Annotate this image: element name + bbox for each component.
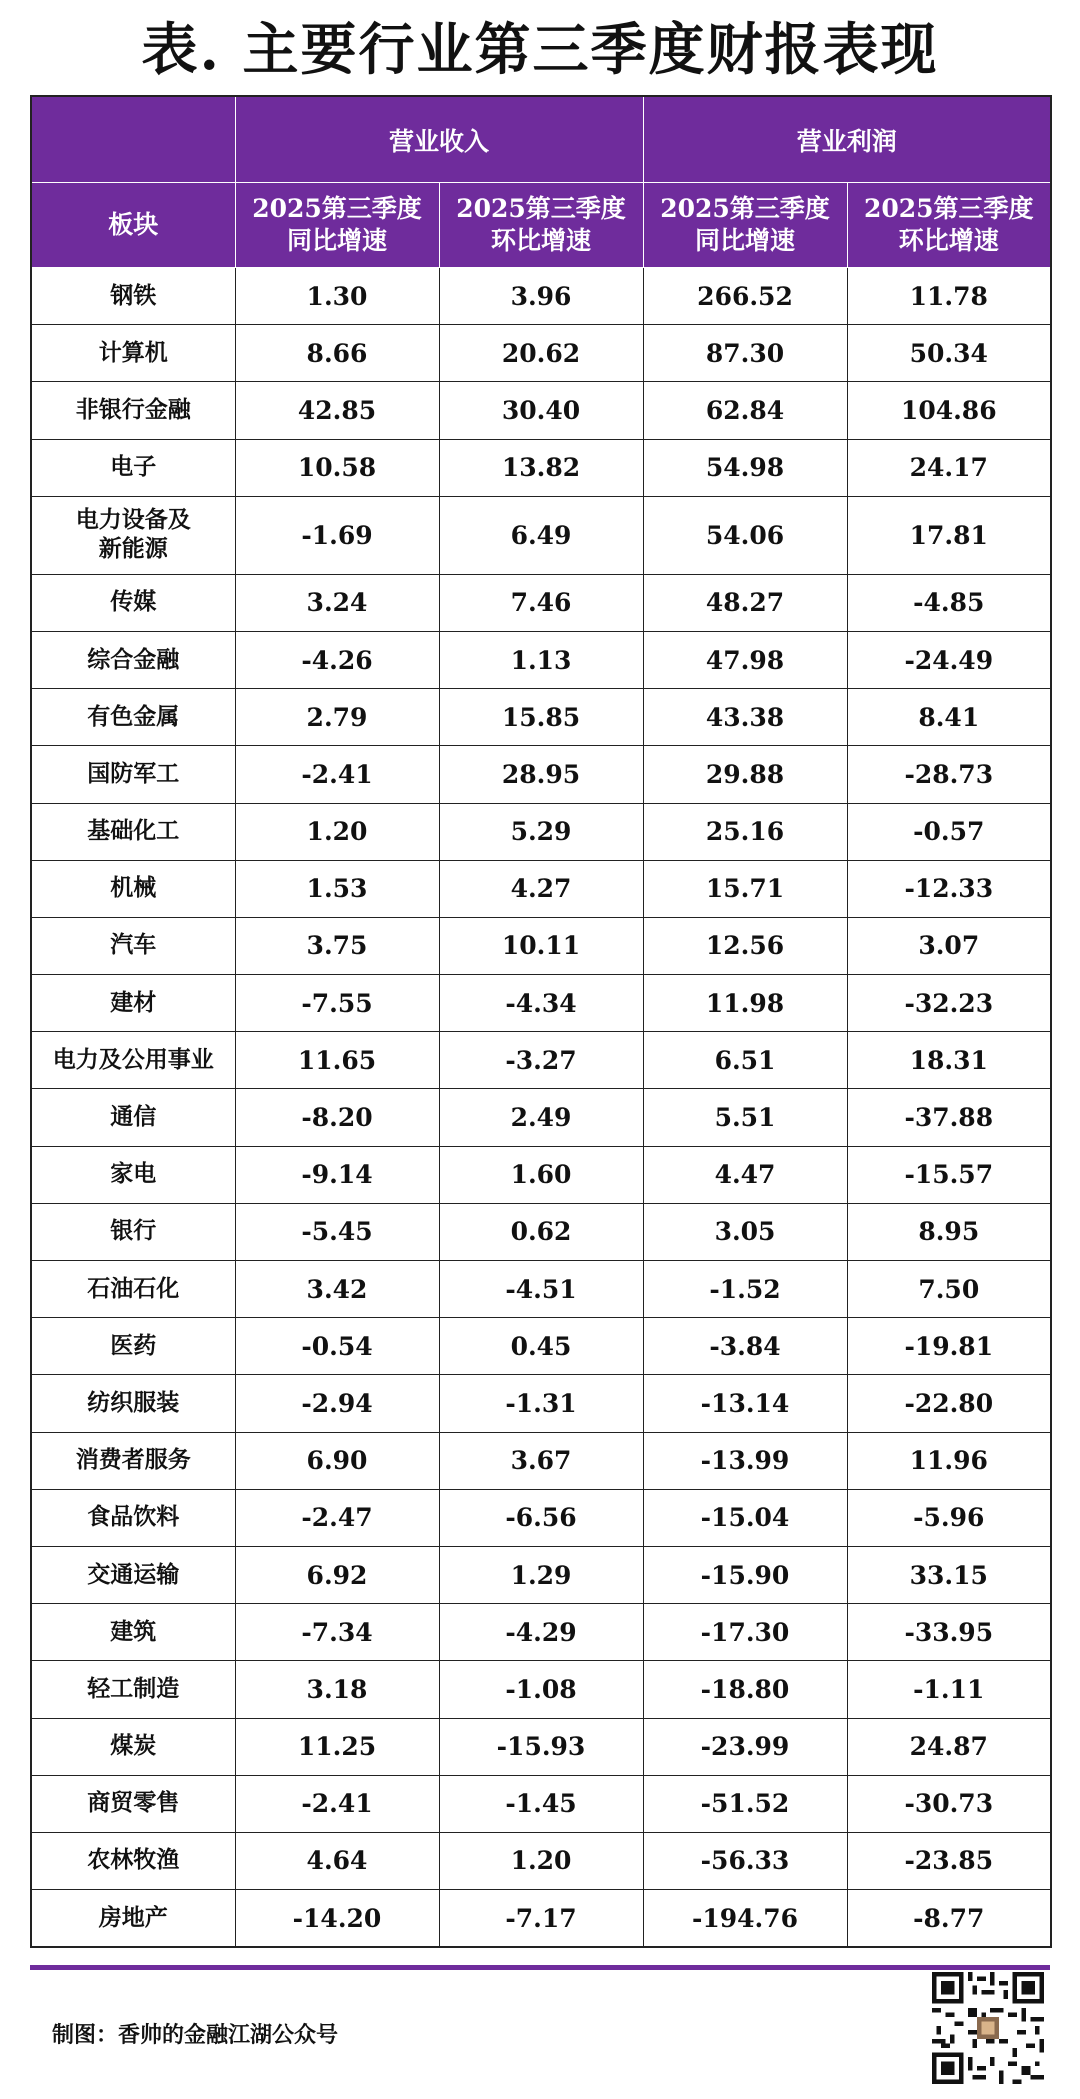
profit-yoy-cell: 43.38: [643, 689, 847, 746]
table-row: [31, 1489, 1051, 1546]
sector-name-cell: 综合金融: [31, 631, 235, 688]
sector-name-cell: 煤炭: [31, 1718, 235, 1775]
revenue-qoq-cell: -1.31: [439, 1375, 643, 1432]
table-row: [31, 268, 1051, 325]
sector-name-cell: 电力及公用事业: [31, 1032, 235, 1089]
revenue-qoq-cell: 0.45: [439, 1318, 643, 1375]
sector-name-cell: 银行: [31, 1203, 235, 1260]
revenue-yoy-cell: -8.20: [235, 1089, 439, 1146]
table-row: [31, 1089, 1051, 1146]
page-title: 表. 主要行业第三季度财报表现: [141, 17, 939, 83]
revenue-qoq-cell: 1.13: [439, 631, 643, 688]
revenue-qoq-cell: 6.49: [439, 496, 643, 574]
table-row: [31, 1203, 1051, 1260]
profit-yoy-cell: 29.88: [643, 746, 847, 803]
profit-qoq-cell: -12.33: [847, 860, 1051, 917]
profit-yoy-cell: 48.27: [643, 574, 847, 631]
profit-qoq-cell: 33.15: [847, 1546, 1051, 1603]
profit-yoy-cell: 5.51: [643, 1089, 847, 1146]
revenue-yoy-cell: -0.54: [235, 1318, 439, 1375]
chart-credit: 制图：香帅的金融江湖公众号: [52, 2023, 339, 2048]
sector-name-cell: 轻工制造: [31, 1661, 235, 1718]
profit-qoq-cell: 7.50: [847, 1261, 1051, 1318]
profit-qoq-cell: 18.31: [847, 1032, 1051, 1089]
table-row: [31, 496, 1051, 574]
sector-name-cell: 计算机: [31, 325, 235, 382]
profit-qoq-cell: -22.80: [847, 1375, 1051, 1432]
table-row: [31, 325, 1051, 382]
sector-name-cell: 房地产: [31, 1890, 235, 1948]
revenue-yoy-cell: -2.47: [235, 1489, 439, 1546]
revenue-qoq-cell: 30.40: [439, 382, 643, 439]
revenue-qoq-cell: 10.11: [439, 917, 643, 974]
table-row: [31, 917, 1051, 974]
profit-yoy-cell: -13.14: [643, 1375, 847, 1432]
sector-name-cell: 机械: [31, 860, 235, 917]
profit-yoy-cell: -3.84: [643, 1318, 847, 1375]
revenue-yoy-cell: 2.79: [235, 689, 439, 746]
table-row: [31, 1318, 1051, 1375]
revenue-yoy-cell: 3.75: [235, 917, 439, 974]
profit-yoy-cell: -194.76: [643, 1890, 847, 1948]
table-row: [31, 746, 1051, 803]
revenue-yoy-cell: -9.14: [235, 1146, 439, 1203]
header-profit-qoq: 2025第三季度 环比增速: [847, 183, 1051, 268]
profit-yoy-cell: 25.16: [643, 803, 847, 860]
revenue-yoy-cell: 1.30: [235, 268, 439, 325]
table-row: [31, 975, 1051, 1032]
profit-yoy-cell: -13.99: [643, 1432, 847, 1489]
revenue-qoq-cell: 7.46: [439, 574, 643, 631]
profit-yoy-cell: -17.30: [643, 1604, 847, 1661]
table-row: [31, 1432, 1051, 1489]
revenue-qoq-cell: 2.49: [439, 1089, 643, 1146]
revenue-qoq-cell: 4.27: [439, 860, 643, 917]
revenue-yoy-cell: -14.20: [235, 1890, 439, 1948]
table-row: [31, 439, 1051, 496]
revenue-qoq-cell: 15.85: [439, 689, 643, 746]
profit-qoq-cell: -24.49: [847, 631, 1051, 688]
header-row-columns: [31, 183, 1051, 268]
profit-qoq-cell: 8.41: [847, 689, 1051, 746]
sector-name-cell: 家电: [31, 1146, 235, 1203]
revenue-yoy-cell: -2.41: [235, 1775, 439, 1832]
sector-name-cell: 农林牧渔: [31, 1832, 235, 1889]
profit-yoy-cell: 54.98: [643, 439, 847, 496]
profit-yoy-cell: -23.99: [643, 1718, 847, 1775]
revenue-yoy-cell: -4.26: [235, 631, 439, 688]
profit-qoq-cell: -28.73: [847, 746, 1051, 803]
profit-qoq-cell: 24.87: [847, 1718, 1051, 1775]
revenue-yoy-cell: -2.94: [235, 1375, 439, 1432]
revenue-yoy-cell: 6.92: [235, 1546, 439, 1603]
sector-name-cell: 建材: [31, 975, 235, 1032]
table-row: [31, 803, 1051, 860]
revenue-yoy-cell: 6.90: [235, 1432, 439, 1489]
profit-yoy-cell: 47.98: [643, 631, 847, 688]
revenue-qoq-cell: -4.34: [439, 975, 643, 1032]
table-row: [31, 1261, 1051, 1318]
revenue-qoq-cell: 28.95: [439, 746, 643, 803]
table-row: [31, 689, 1051, 746]
revenue-qoq-cell: 5.29: [439, 803, 643, 860]
revenue-qoq-cell: 0.62: [439, 1203, 643, 1260]
revenue-qoq-cell: -1.45: [439, 1775, 643, 1832]
profit-yoy-cell: 54.06: [643, 496, 847, 574]
bottom-divider: [30, 1965, 1050, 1970]
sector-name-cell: 有色金属: [31, 689, 235, 746]
profit-qoq-cell: -5.96: [847, 1489, 1051, 1546]
revenue-qoq-cell: 1.60: [439, 1146, 643, 1203]
sector-name-cell: 建筑: [31, 1604, 235, 1661]
revenue-qoq-cell: -3.27: [439, 1032, 643, 1089]
header-empty-cell: [31, 96, 235, 183]
sector-name-cell: 商贸零售: [31, 1775, 235, 1832]
profit-qoq-cell: -30.73: [847, 1775, 1051, 1832]
sector-name-cell: 钢铁: [31, 268, 235, 325]
sector-name-cell: 电子: [31, 439, 235, 496]
sector-name-cell: 食品饮料: [31, 1489, 235, 1546]
revenue-yoy-cell: 3.18: [235, 1661, 439, 1718]
table-row: [31, 1604, 1051, 1661]
table-row: [31, 1546, 1051, 1603]
table-body: [31, 268, 1051, 1948]
table-row: [31, 1775, 1051, 1832]
revenue-yoy-cell: 42.85: [235, 382, 439, 439]
revenue-qoq-cell: -15.93: [439, 1718, 643, 1775]
profit-qoq-cell: 11.78: [847, 268, 1051, 325]
revenue-yoy-cell: -2.41: [235, 746, 439, 803]
profit-qoq-cell: -19.81: [847, 1318, 1051, 1375]
profit-qoq-cell: -33.95: [847, 1604, 1051, 1661]
profit-qoq-cell: -0.57: [847, 803, 1051, 860]
revenue-qoq-cell: -6.56: [439, 1489, 643, 1546]
revenue-yoy-cell: -7.55: [235, 975, 439, 1032]
profit-qoq-cell: 8.95: [847, 1203, 1051, 1260]
sector-name-cell: 国防军工: [31, 746, 235, 803]
revenue-qoq-cell: 3.67: [439, 1432, 643, 1489]
sector-name-cell: 传媒: [31, 574, 235, 631]
sector-name-cell: 通信: [31, 1089, 235, 1146]
profit-qoq-cell: -1.11: [847, 1661, 1051, 1718]
header-revenue-qoq: 2025第三季度 环比增速: [439, 183, 643, 268]
profit-yoy-cell: 4.47: [643, 1146, 847, 1203]
profit-yoy-cell: -1.52: [643, 1261, 847, 1318]
sector-name-cell: 纺织服装: [31, 1375, 235, 1432]
revenue-yoy-cell: 4.64: [235, 1832, 439, 1889]
table-row: [31, 1146, 1051, 1203]
header-profit-yoy: 2025第三季度 同比增速: [643, 183, 847, 268]
header-sector: 板块: [31, 183, 235, 268]
revenue-qoq-cell: 3.96: [439, 268, 643, 325]
table-row: [31, 1718, 1051, 1775]
sector-name-cell: 石油石化: [31, 1261, 235, 1318]
revenue-yoy-cell: 8.66: [235, 325, 439, 382]
revenue-qoq-cell: -7.17: [439, 1890, 643, 1948]
revenue-qoq-cell: 13.82: [439, 439, 643, 496]
profit-yoy-cell: -15.04: [643, 1489, 847, 1546]
profit-yoy-cell: 6.51: [643, 1032, 847, 1089]
revenue-yoy-cell: 1.20: [235, 803, 439, 860]
revenue-qoq-cell: -4.51: [439, 1261, 643, 1318]
profit-yoy-cell: 266.52: [643, 268, 847, 325]
sector-name-cell: 基础化工: [31, 803, 235, 860]
profit-qoq-cell: 104.86: [847, 382, 1051, 439]
table-row: [31, 1032, 1051, 1089]
sector-performance-table: [30, 95, 1052, 1948]
revenue-yoy-cell: 1.53: [235, 860, 439, 917]
sector-name-cell: 交通运输: [31, 1546, 235, 1603]
revenue-qoq-cell: 1.29: [439, 1546, 643, 1603]
profit-qoq-cell: -37.88: [847, 1089, 1051, 1146]
sector-name-cell: 消费者服务: [31, 1432, 235, 1489]
revenue-qoq-cell: 20.62: [439, 325, 643, 382]
table-row: [31, 1661, 1051, 1718]
table-row: [31, 631, 1051, 688]
revenue-yoy-cell: 10.58: [235, 439, 439, 496]
table-row: [31, 382, 1051, 439]
table-row: [31, 1890, 1051, 1948]
sector-name-cell: 汽车: [31, 917, 235, 974]
profit-yoy-cell: -51.52: [643, 1775, 847, 1832]
profit-yoy-cell: -56.33: [643, 1832, 847, 1889]
profit-qoq-cell: -8.77: [847, 1890, 1051, 1948]
revenue-yoy-cell: -5.45: [235, 1203, 439, 1260]
profit-qoq-cell: 11.96: [847, 1432, 1051, 1489]
profit-yoy-cell: 15.71: [643, 860, 847, 917]
header-revenue-group: 营业收入: [235, 96, 643, 183]
profit-yoy-cell: -15.90: [643, 1546, 847, 1603]
sector-name-cell: 非银行金融: [31, 382, 235, 439]
header-profit-group: 营业利润: [643, 96, 1051, 183]
profit-qoq-cell: 3.07: [847, 917, 1051, 974]
revenue-yoy-cell: 11.25: [235, 1718, 439, 1775]
profit-qoq-cell: -4.85: [847, 574, 1051, 631]
revenue-qoq-cell: -4.29: [439, 1604, 643, 1661]
revenue-yoy-cell: 11.65: [235, 1032, 439, 1089]
profit-yoy-cell: 3.05: [643, 1203, 847, 1260]
profit-qoq-cell: -32.23: [847, 975, 1051, 1032]
profit-yoy-cell: 12.56: [643, 917, 847, 974]
profit-qoq-cell: -15.57: [847, 1146, 1051, 1203]
revenue-yoy-cell: -1.69: [235, 496, 439, 574]
table-row: [31, 574, 1051, 631]
revenue-qoq-cell: -1.08: [439, 1661, 643, 1718]
table-row: [31, 1832, 1051, 1889]
profit-qoq-cell: 17.81: [847, 496, 1051, 574]
profit-yoy-cell: 62.84: [643, 382, 847, 439]
header-revenue-yoy: 2025第三季度 同比增速: [235, 183, 439, 268]
revenue-yoy-cell: 3.24: [235, 574, 439, 631]
profit-yoy-cell: 87.30: [643, 325, 847, 382]
sector-name-cell: 医药: [31, 1318, 235, 1375]
profit-qoq-cell: 24.17: [847, 439, 1051, 496]
qr-code-icon: [932, 1972, 1044, 2084]
sector-name-cell: 电力设备及 新能源: [31, 496, 235, 574]
revenue-yoy-cell: 3.42: [235, 1261, 439, 1318]
table-row: [31, 1375, 1051, 1432]
revenue-qoq-cell: 1.20: [439, 1832, 643, 1889]
table-row: [31, 860, 1051, 917]
profit-yoy-cell: -18.80: [643, 1661, 847, 1718]
profit-qoq-cell: -23.85: [847, 1832, 1051, 1889]
revenue-yoy-cell: -7.34: [235, 1604, 439, 1661]
profit-qoq-cell: 50.34: [847, 325, 1051, 382]
header-row-groups: [31, 96, 1051, 183]
profit-yoy-cell: 11.98: [643, 975, 847, 1032]
